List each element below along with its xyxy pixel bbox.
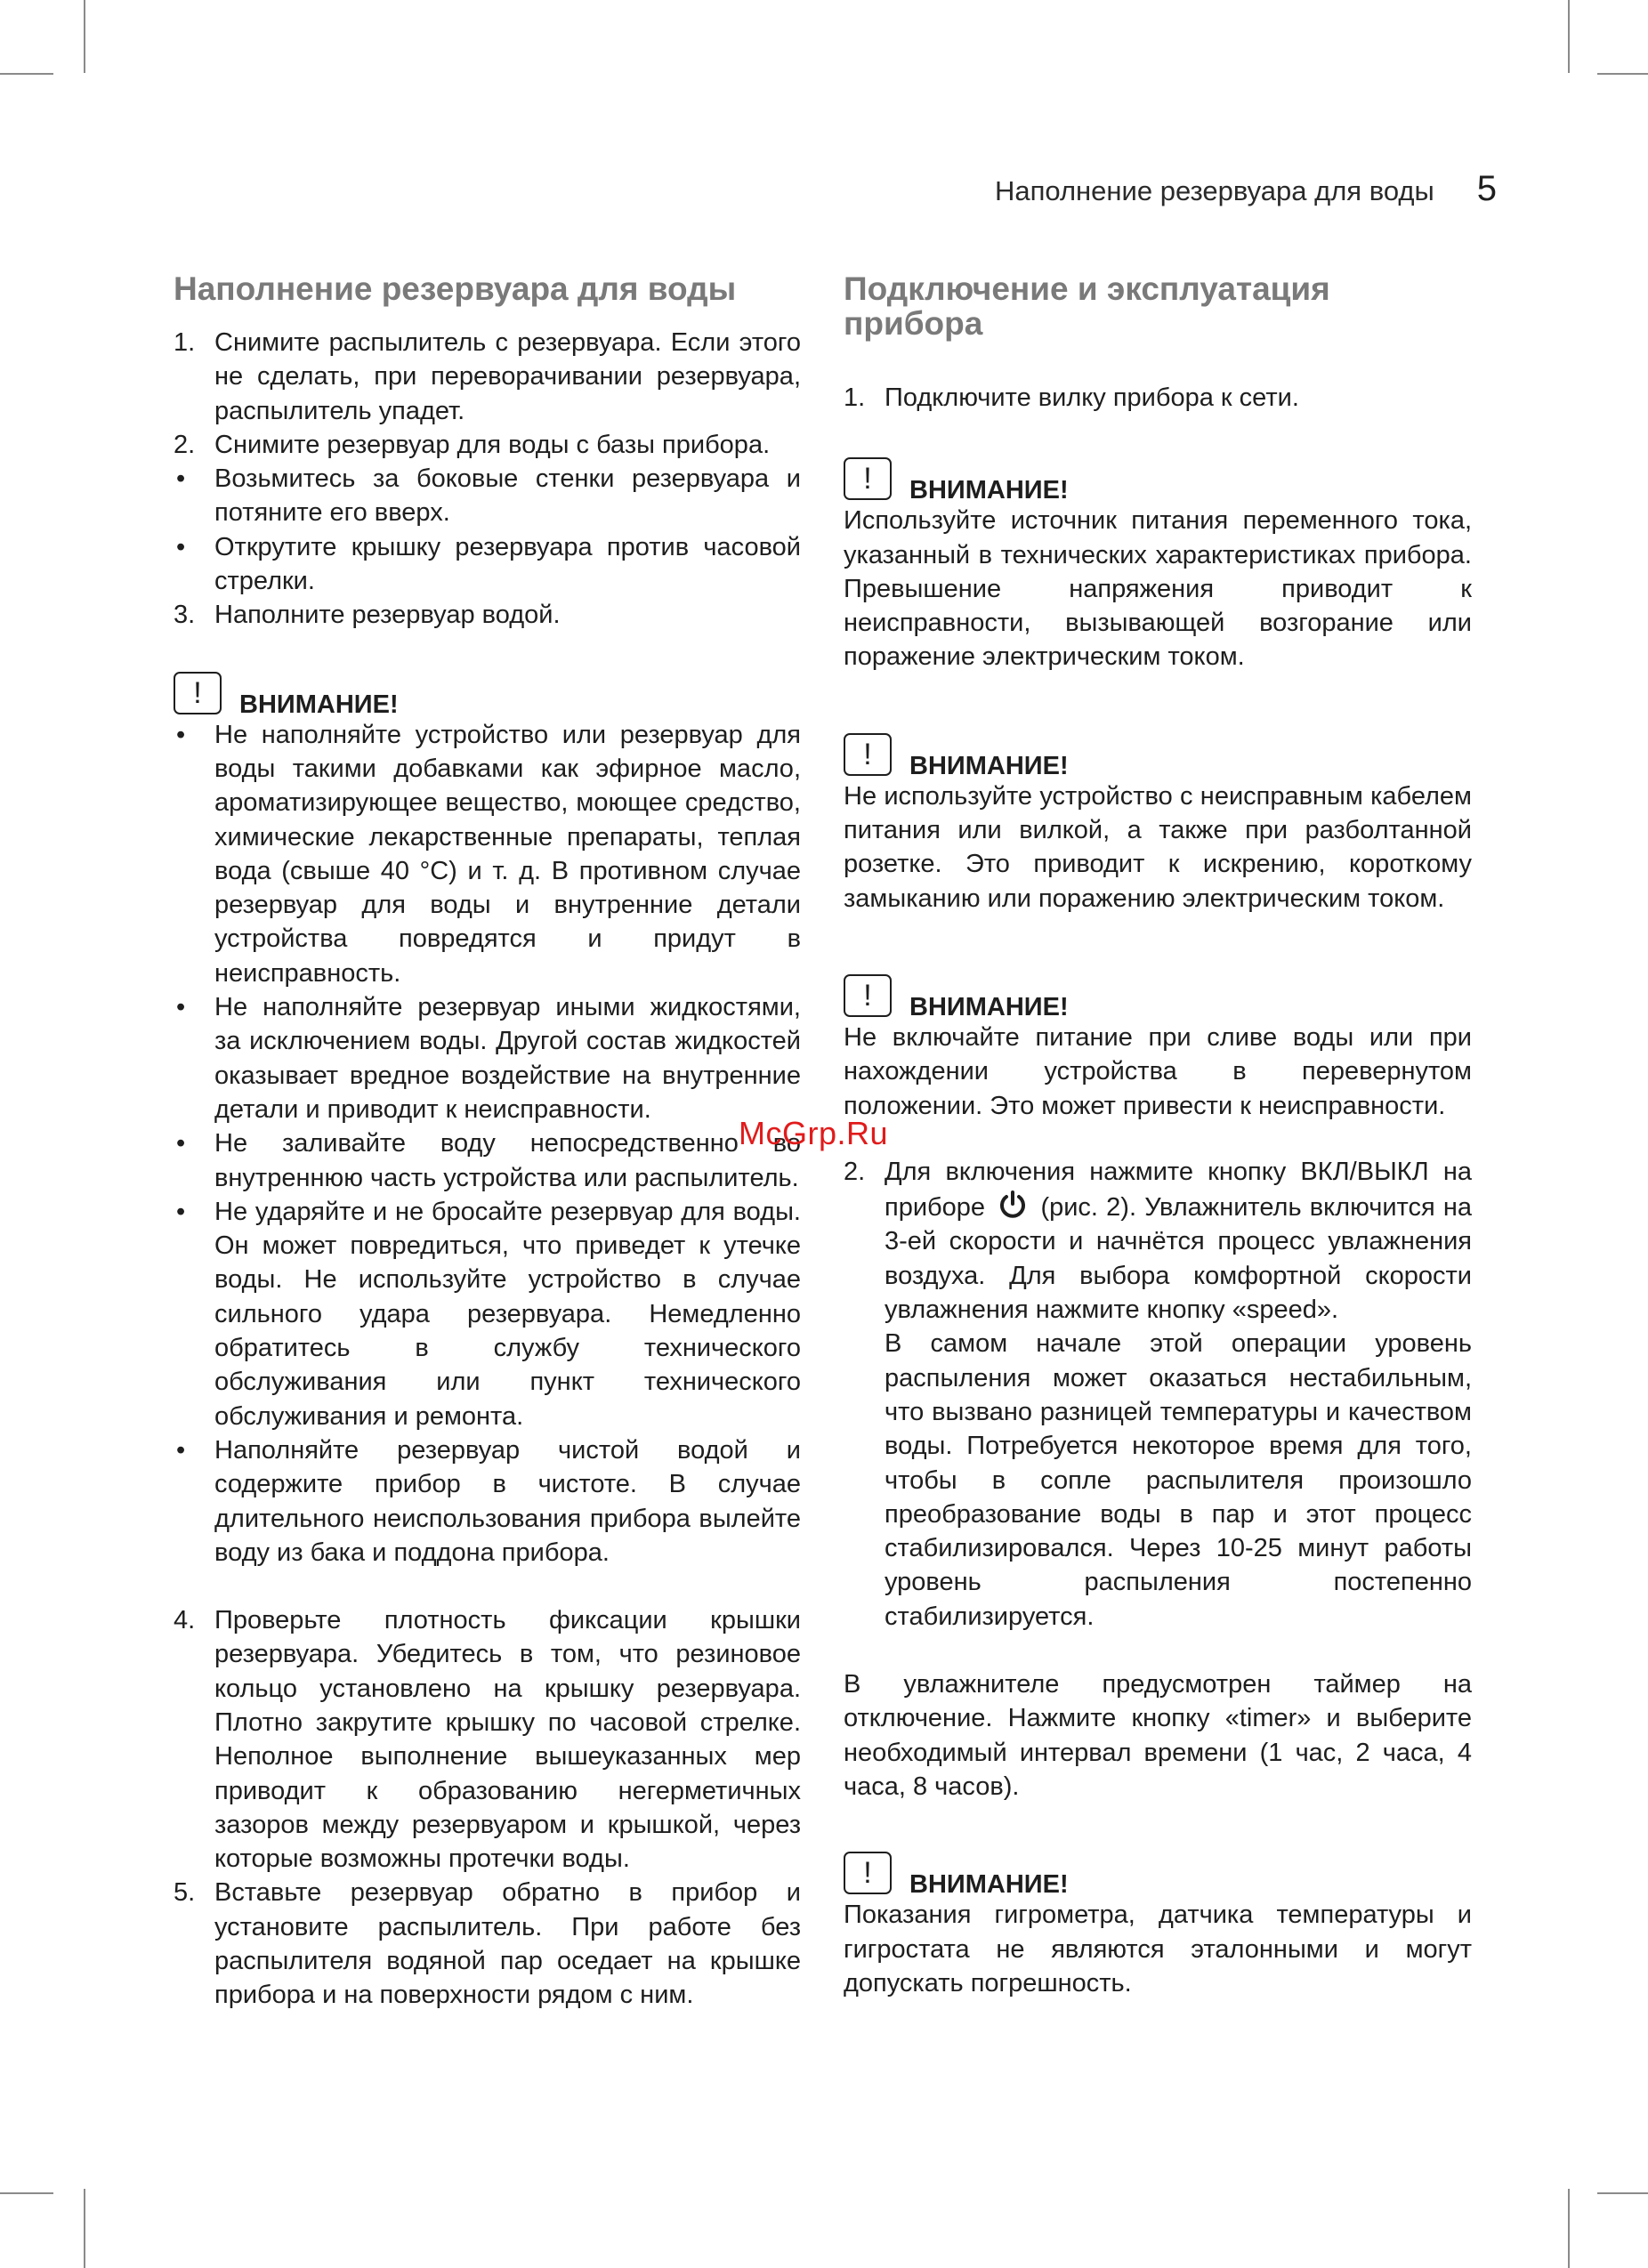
- list-item: • Не заливайте воду непосредственно во внутреннюю часть устройства или распылитель.: [176, 1129, 801, 1192]
- crop-mark: [1597, 2192, 1648, 2194]
- exclamation-box-icon: !: [174, 672, 222, 714]
- warning-label: ВНИМАНИЕ!: [239, 690, 399, 719]
- warning-heading: [844, 967, 1472, 1021]
- watermark: McGrp.Ru: [739, 1115, 889, 1151]
- timer-paragraph: В увлажнителе предусмотрен таймер на отключение. Нажмите кнопку «timer» и выберите необходимый интервал времени (1 час, 2 часа, 4 часа, 8 часов).: [844, 1670, 1472, 1801]
- warning-text: Используйте источник питания переменного тока, указанный в технических характеристиках прибора. Превышение напряжения приводит к неисправности, вызывающей возгорание или поражение электрическим током.: [844, 506, 1472, 672]
- steps-list: [174, 326, 801, 633]
- running-title: Наполнение резервуара для воды: [994, 175, 1434, 206]
- page-number: 5: [1476, 169, 1497, 208]
- warning-label: ВНИМАНИЕ!: [909, 992, 1069, 1021]
- section-heading: Подключение и эксплуатация прибора: [844, 270, 1330, 342]
- list-item: 2. Для включения нажмите кнопку ВКЛ/ВЫКЛ на приборе (рис. 2). Увлажнитель включится на 3-ей скорости и начнётся процесс увлажнения воздуха. Для выбора комфортной скорости увлажнения нажмите кнопку «speed». В самом начале этой операции уровень распыления может оказаться нестабильным, что вызвано разницей температуры и качеством воды. Потребуется некоторое время для того, чтобы в сопле распылителя произошло преобразование воды в пар и этот процесс стабилизировался. Через 10-25 минут работы уровень распыления постепенно стабилизируется.: [844, 1155, 1472, 1634]
- warning-label: ВНИМАНИЕ!: [909, 476, 1069, 505]
- crop-mark: [0, 73, 53, 75]
- running-header: [995, 169, 1497, 209]
- list-item: • Открутите крышку резервуара против часовой стрелки.: [176, 532, 801, 596]
- crop-mark: [1568, 0, 1570, 73]
- warning-text: Показания гигрометра, датчика температуры и гигростата не являются эталонными и могут допускать погрешность.: [844, 1901, 1472, 1998]
- section-heading: Наполнение резервуара для воды: [174, 270, 737, 307]
- warning-label: ВНИМАНИЕ!: [909, 1870, 1069, 1900]
- exclamation-box-icon: !: [844, 1852, 892, 1894]
- list-item: • Наполняйте резервуар чистой водой и содержите прибор в чистоте. В случае длительного неиспользования прибора вылейте воду из бака и поддона прибора.: [176, 1435, 801, 1567]
- exclamation-box-icon: !: [844, 457, 892, 500]
- exclamation-box-icon: !: [844, 974, 892, 1017]
- crop-mark: [1568, 2189, 1570, 2268]
- warning-list: [174, 718, 801, 1570]
- steps-list: [844, 381, 1472, 415]
- list-item: • Возьмитесь за боковые стенки резервуара и потяните его вверх.: [176, 464, 801, 528]
- list-item: 4. Проверьте плотность фиксации крышки резервуара. Убедитесь в том, что резиновое кольцо установлено на крышку резервуара. Плотно закрутите крышку по часовой стрелке. Неполное выполнение вышеуказанных мер приводит к образованию негерметичных зазоров между резервуаром и крышкой, через которые возможны протечки воды.: [174, 1606, 801, 1874]
- list-item: • Не наполняйте резервуар иными жидкостями, за исключением воды. Другой состав жидкостей оказывает вредное воздействие на внутренние детали и приводит к неисправности.: [176, 993, 801, 1124]
- list-item: • Не наполняйте устройство или резервуар для воды такими добавками как эфирное масло, ароматизирующее вещество, моющее средство, химические лекарственные препараты, теплая вода (свыше 40 °С) и т. д. В противном случае резервуар для воды и внутренние детали устройства повредятся и придут в неисправность.: [176, 720, 801, 988]
- right-column: [844, 271, 1472, 2000]
- list-item: 5. Вставьте резервуар обратно в прибор и установите распылитель. При работе без распылителя водяной пар оседает на крышке прибора и на поверхности рядом с ним.: [174, 1878, 801, 2010]
- list-item: 3. Наполните резервуар водой.: [174, 601, 561, 630]
- warning-heading: [174, 665, 801, 719]
- list-item: 1. Подключите вилку прибора к сети.: [844, 383, 1299, 412]
- crop-mark: [1597, 73, 1648, 75]
- list-item: 2. Снимите резервуар для воды с базы прибора.: [174, 430, 771, 459]
- warning-text: Не используйте устройство с неисправным кабелем питания или вилкой, а также при разболтанной розетке. Это приводит к искрению, короткому замыканию или поражению электрическим током.: [844, 781, 1472, 913]
- steps-list: [844, 1155, 1472, 1634]
- list-item: • Не ударяйте и не бросайте резервуар для воды. Он может повредиться, что приведет к утечке воды. Не используйте устройство в случае сильного удара резервуара. Немедленно обратитесь в службу технического обслуживания или пункт технического обслуживания и ремонта.: [176, 1197, 801, 1431]
- crop-mark: [84, 2189, 85, 2268]
- crop-mark: [84, 0, 85, 73]
- steps-list: [174, 1603, 801, 2013]
- warning-heading: [844, 450, 1472, 505]
- step-continuation: В самом начале этой операции уровень распыления может оказаться нестабильным, что вызвано разницей температуры и качеством воды. Потребуется некоторое время для того, чтобы в сопле распылителя произошло преобразование воды в пар и этот процесс стабилизировался. Через 10-25 минут работы уровень распыления постепенно стабилизируется.: [885, 1329, 1472, 1631]
- list-item: 1. Снимите распылитель с резервуара. Если этого не сделать, при переворачивании резервуара, распылитель упадет.: [174, 328, 801, 425]
- warning-heading: [844, 726, 1472, 780]
- warning-heading: [844, 1844, 1472, 1900]
- warning-label: ВНИМАНИЕ!: [909, 751, 1069, 780]
- exclamation-box-icon: !: [844, 733, 892, 776]
- power-icon: [997, 1189, 1029, 1221]
- warning-text: Не включайте питание при сливе воды или при нахождении устройства в перевернутом положении. Это может привести к неисправности.: [844, 1022, 1472, 1120]
- crop-mark: [0, 2192, 53, 2194]
- left-column: [174, 271, 801, 2013]
